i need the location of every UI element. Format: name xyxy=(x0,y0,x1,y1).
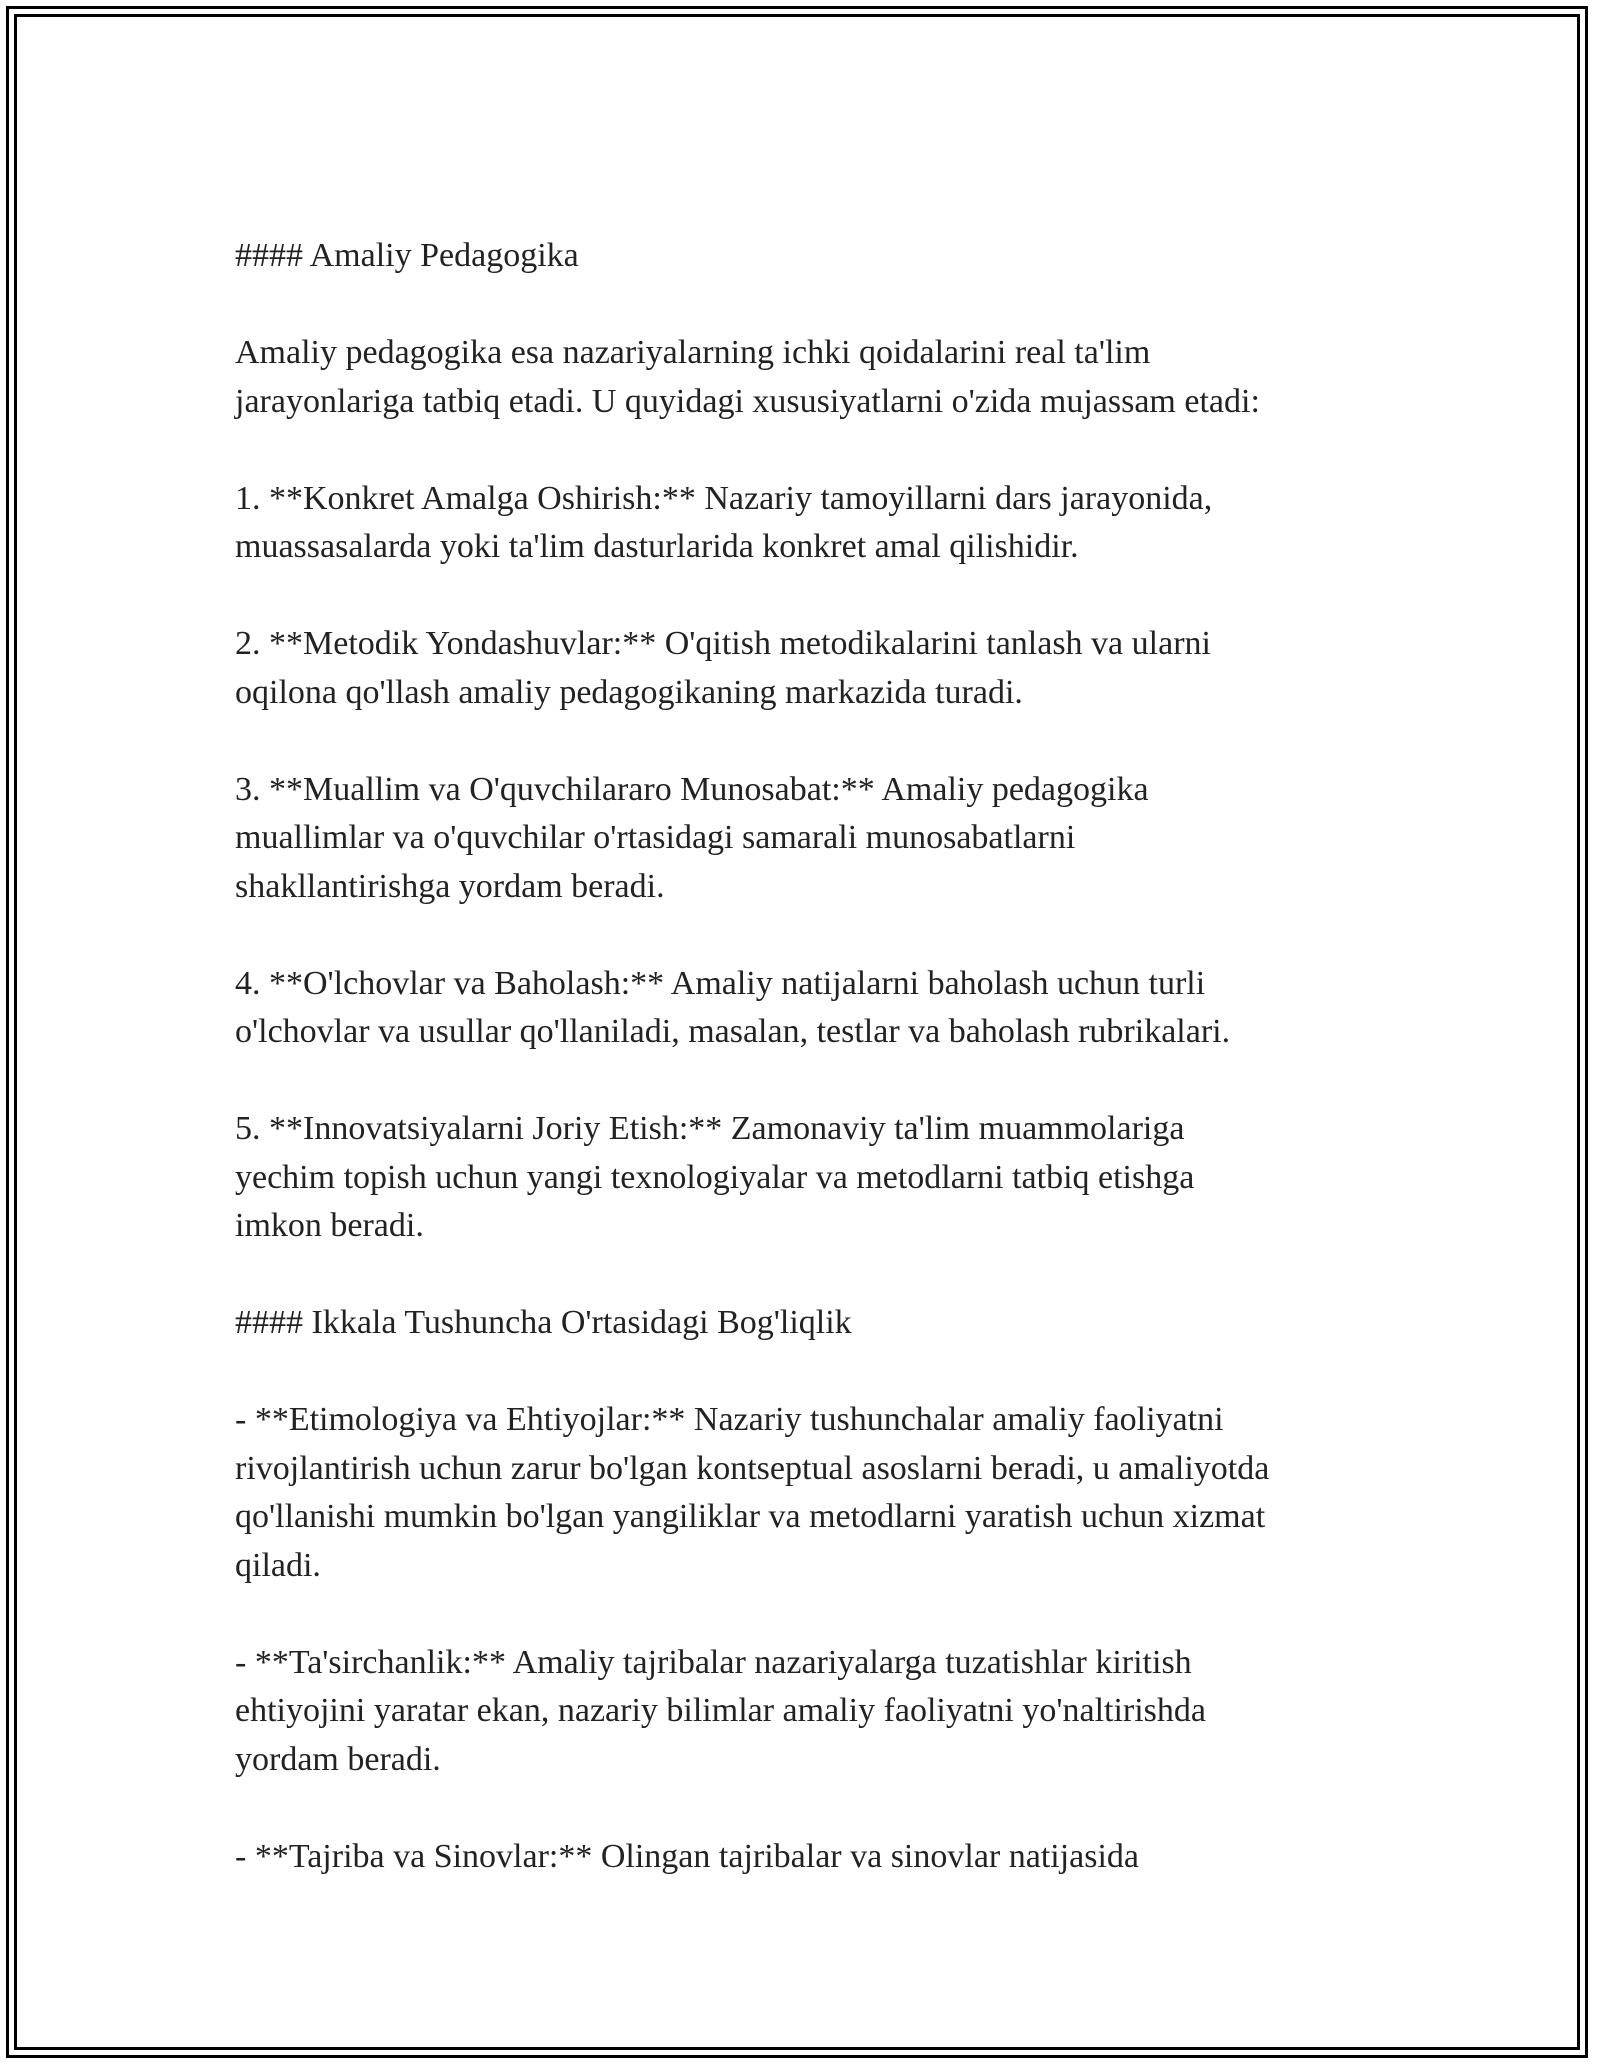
numbered-item-4: 4. **O'lchovlar va Baholash:** Amaliy natijalarni baholash uchun turli o'lchovlar va usullar qo'llaniladi, masalan, testlar va baholash rubrikalari. xyxy=(235,964,1231,1050)
bullet-item-2: - **Ta'sirchanlik:** Amaliy tajribalar nazariyalarga tuzatishlar kiritish ehtiyojini yaratar ekan, nazariy bilimlar amaliy faoliyatni yo'naltirishda yordam beradi. xyxy=(235,1643,1207,1778)
intro-paragraph: Amaliy pedagogika esa nazariyalarning ichki qoidalarini real ta'lim jarayonlariga tatbiq etadi. U quyidagi xususiyatlarni o'zida mujassam etadi: xyxy=(235,334,1260,420)
numbered-item-3: 3. **Muallim va O'quvchilararo Munosabat:** Amaliy pedagogika muallimlar va o'quvchilar o'rtasidagi samarali munosabatlarni shakllantirishga yordam beradi. xyxy=(235,770,1149,905)
bullet-item-1: - **Etimologiya va Ehtiyojlar:** Nazariy tushunchalar amaliy faoliyatni rivojlantirish uchun zarur bo'lgan kontseptual asoslarni beradi, u amaliyotda qo'llanishi mumkin bo'lgan yangiliklar va metodlarni yaratish uchun xizmat qiladi. xyxy=(235,1401,1270,1584)
numbered-item-1: 1. **Konkret Amalga Oshirish:** Nazariy tamoyillarni dars jarayonida, muassasalarda yoki ta'lim dasturlarida konkret amal qilishidir. xyxy=(235,479,1213,565)
numbered-item-5: 5. **Innovatsiyalarni Joriy Etish:** Zamonaviy ta'lim muammolariga yechim topish uchun yangi texnologiyalar va metodlarni tatbiq etishga imkon beradi. xyxy=(235,1110,1195,1244)
section-heading-amaliy-pedagogika: #### Amaliy Pedagogika xyxy=(235,237,579,274)
document-body xyxy=(235,232,1385,1930)
numbered-item-2: 2. **Metodik Yondashuvlar:** O'qitish metodikalarini tanlash va ularni oqilona qo'llash amaliy pedagogikaning markazida turadi. xyxy=(235,625,1211,711)
section-heading-boglilik: #### Ikkala Tushuncha O'rtasidagi Bog'liqlik xyxy=(235,1304,852,1341)
bullet-item-3: - **Tajriba va Sinovlar:** Olingan tajribalar va sinovlar natijasida xyxy=(235,1837,1140,1875)
